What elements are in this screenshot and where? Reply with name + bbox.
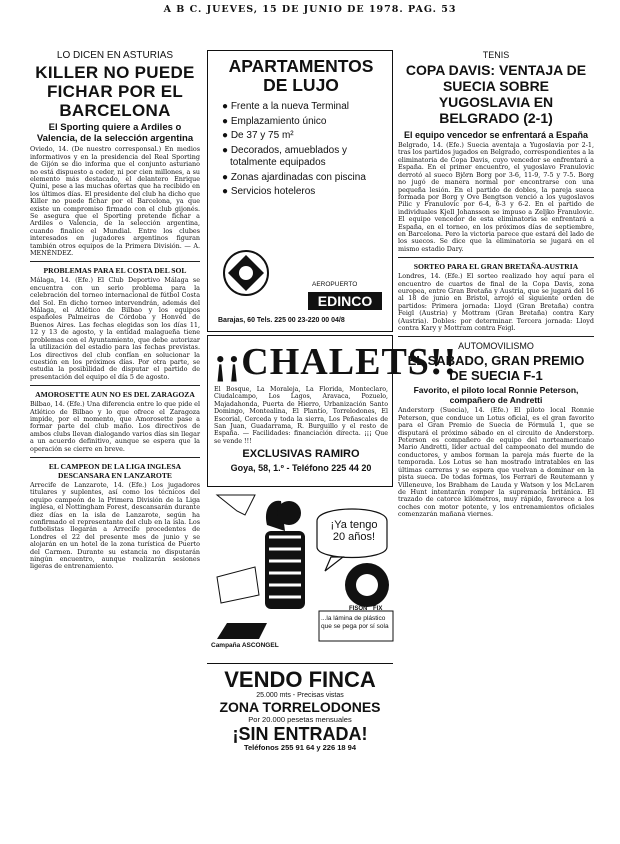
- ad-caption: ...la lámina de plástico que se pega por sí sola: [321, 615, 389, 630]
- ad-line: ¡SIN ENTRADA!: [232, 723, 368, 744]
- bullet-list: [216, 101, 386, 199]
- divider: [398, 257, 594, 258]
- column-ads: [207, 50, 458, 840]
- deck: El Sporting quiere a Ardiles o Valencia, de la selección argentina: [36, 122, 194, 144]
- article-body: Arrecife de Lanzarote, 14. (Efe.) Los jugadores titulares y suplentes, así como los técnicos del equipo campeón de la Primera División de la Liga inglesa, el Nottingham Forest, descansarán durante diez días en la isla de Lanzarote, según ha confirmado el representante del club en la isla. Los futbolistas llegarán a Arrecife procedentes de Londres el 22 del presente mes de junio y se alojarán en un hotel de la zona turística de Puerto del Carmen. Durante su estancia no disputarán ningún encuentro, aunque realizarán sesiones ligeras de entrenamiento.: [30, 480, 200, 571]
- article-body: Oviedo, 14. (De nuestro corresponsal.) En medios informativos y en la presidencia del Real Sporting de Gijón se dio informa que el conjunto asturiano no está dispuesto a ceder, ni por cien millones, a su elemento más destacado, el delantero Enrique Quini, pese a las muchas ofertas que ha recibido en los últimos días. El presidente del club ha dicho que Killer no puede fichar por el Barcelona, ya que existe un compromiso firmado con el club gijonés. Se asegura que el Sporting pretende fichar a Ardiles o Valencia, de la selección argentina, cuando finalice el Mundial. Entre los clubes interesados en jugadores argentinos figuran también otros equipos de la Primera División. — A. MENÉNDEZ.: [30, 145, 200, 258]
- ad-vendo-finca: [207, 663, 393, 752]
- ad-address: Barajas, 60 Tels. 225 00 23-220 00 04/8: [218, 317, 345, 324]
- subheading: AMOROSETTE AUN NO ES DEL ZARAGOZA: [35, 390, 195, 400]
- article-body: Bilbao, 14. (Efe.) Una diferencia entre lo que pide el Atlético de Bilbao y lo que ofrece el Zaragoza impide, por el momento, que Amorosette pase a formar parte del club maño. Los directivos de ambos clubs llevan dialogando varios días sin llegar a un acuerdo definitivo, aunque se espera que la operación se cierre en breve.: [30, 400, 200, 453]
- divider: [30, 261, 200, 262]
- ad-line: Por 20.000 pesetas mensuales: [248, 714, 352, 724]
- divider: [398, 336, 594, 337]
- article-body: Londres, 14. (Efe.) El sorteo realizado hoy aquí para el encuentro de cuartos de final de la Copa Davis, zona europea, entre Gran Bretaña y Austria, que se jugará del 16 al 18 de junio en Bristol, arrojó el siguiente orden de partidos: Primera jornada: Lloyd (Gran Bretaña) contra Feigl (Austria) y Mottram (Gran Bretaña) contra Kary (Austria). Dobles: por determinar. Tercera jornada: Lloyd contra Kary y Mottram contra Feigl.: [398, 272, 594, 333]
- article-body: Anderstorp (Suecia), 14. (Efe.) El piloto local Ronnie Peterson, que conduce un Lotus oficial, es el gran favorito para el Gran Premio de Suecia de Fórmula 1, que se disputará el próximo sábado en el circuito de Anderstorp. Peterson es compañero de equipo del norteamericano Mario Andretti, líder actual del campeonato del mundo de conductores, y ambos forman la pareja más fuerte de la temporada. Los Lotus se han mostrado intratables en las últimas carreras y se espera que vuelvan a dominar en la pista sueca. De todas formas, los Ferrari de Reutemann y Villeneuve, los Brabham de Lauda y Watson y los McLaren de Hunt intentarán romper la supremacía británica. El trazado de catorce kilómetros, muy rápido, favorece a los coches con motor potente, y los entrenamientos oficiales comenzarán mañana viernes.: [398, 406, 594, 519]
- ad-line: ZONA TORRELODONES: [219, 698, 381, 715]
- headline: COPA DAVIS: VENTAJA DE SUECIA SOBRE YUGOSLAVIA EN BELGRADO (2-1): [405, 62, 587, 126]
- ad-phone: Teléfonos 255 91 64 y 226 18 94: [243, 742, 357, 752]
- article-body: Málaga, 14. (Efe.) El Club Deportivo Málaga se encuentra con un serio problema para la celebración del torneo internacional de fútbol Costa del Sol. En dicho torneo intervendrán, además del Málaga, el Atlético de Bilbao y los equipos españoles Palmeiras de Córdoba y Honvéd de Buenos Aires. Las fechas elegidas son los días 11, 12 y 13 de agosto, y la entidad malagueña tiene problemas con el Ayuntamiento, que debe autorizar la utilización del estadio para las fechas previstas. Los directivos del club confían en solucionar la cuestión en los próximos días. Por otra parte, se estudia la posibilidad de disputar el partido de presentación del equipo el día 5 de agosto.: [30, 276, 200, 381]
- apartment-logo-icon: [218, 247, 274, 299]
- ad-bubble: ¡Ya tengo 20 años!: [330, 519, 378, 543]
- logo-caption: AEROPUERTO: [312, 281, 358, 288]
- headline: KILLER NO PUEDE FICHAR POR EL BARCELONA: [35, 63, 195, 121]
- article-body: Belgrado, 14. (Efe.) Suecia aventaja a Yugoslavia por 2-1, tras los partidos jugados en Belgrado, correspondientes a la eliminatoria de Copa Davis, cuyo vencedor se enfrentará a España. En el primer encuentro, el yugoslavo Franulovic derrotó al sueco Björn Borg por 3-6, 11-9, 7-5 y 7-5. Borg no jugó de manera normal por encontrarse con una pequeña lesión. En el partido de dobles, la pareja sueca formada por Borg y Ove Bengtson venció a los yugoslavos Pilic y Franulovic por 6-4, 6-3 y 6-2. En el partido de individuales Kjell Johansson se impuso a Zeljko Franulovic. El equipo vencedor de esta eliminatoria se enfrentará a España, en el torneo, en los próximos días de septiembre, en Barcelona. Pero la victoria parece que estará del lado de los suecos. Se dice que la eliminatoria se jugará en el mismo estadio Dary.: [398, 141, 594, 253]
- ad-credit: Campaña ASCONGEL: [211, 642, 279, 649]
- page-header: A B C. JUEVES, 15 DE JUNIO DE 1978. PAG. 53: [163, 4, 457, 15]
- kicker: LO DICEN EN ASTURIAS: [56, 50, 174, 61]
- column-right: [398, 48, 594, 838]
- column-left: [30, 48, 200, 838]
- divider: [30, 385, 200, 386]
- deck: Favorito, el piloto local Ronnie Peterson, compañero de Andretti: [413, 385, 579, 405]
- ad-title: ¡¡CHALETS!!: [214, 341, 458, 383]
- bullet-item: ● Zonas ajardinadas con piscina: [222, 171, 366, 183]
- kicker: TENIS: [482, 50, 510, 60]
- kicker: AUTOMOVILISMO: [458, 341, 534, 352]
- ad-title: VENDO FINCA: [224, 667, 376, 692]
- ad-illustration-icon: [207, 491, 393, 661]
- divider: [30, 457, 200, 458]
- bullet-item: ● Decorados, amueblados y totalmente equipados: [222, 144, 347, 168]
- ad-name: EXCLUSIVAS RAMIRO: [242, 448, 360, 461]
- subheading: PROBLEMAS PARA EL COSTA DEL SOL: [43, 266, 187, 276]
- headline: EL SABADO, GRAN PREMIO DE SUECIA F-1: [407, 353, 585, 384]
- ad-address: Goya, 58, 1.º - Teléfono 225 44 20: [230, 462, 372, 473]
- bullet-item: ● Emplazamiento único: [222, 115, 327, 127]
- ad-fison: [207, 491, 393, 661]
- bullet-item: ● Servicios hoteleros: [222, 186, 316, 197]
- bullet-item: ● Frente a la nueva Terminal: [222, 101, 350, 112]
- ad-title: APARTAMENTOS DE LUJO: [228, 56, 374, 95]
- ad-body: El Bosque, La Moraleja, La Florida, Monteclaro, Ciudalcampo, Los Lagos, Aravaca, Pozuelo, Majadahonda, Puerta de Hierro, Urbanización Santo Domingo, Montealina, El Plantío, Torrelodones, El Escorial, Cerceda y toda la sierra, Los Peñascales de San Juan, Guadarrama, R. Burguillo y el resto de España. — Facilidades: financiación directa. ¡¡¡ Que se vende !!!: [214, 386, 388, 445]
- deck: El equipo vencedor se enfrentará a España: [403, 130, 589, 140]
- ad-apartamentos: [207, 50, 393, 332]
- brand-logo: EDINCO: [308, 292, 382, 310]
- brand-name: FISON: [349, 606, 368, 612]
- subheading: EL CAMPEON DE LA LIGA INGLESA DESCANSARA EN LANZAROTE: [48, 461, 182, 480]
- brand-name-2: FIX: [373, 606, 383, 612]
- subheading: SORTEO PARA EL GRAN BRETAÑA-AUSTRIA: [413, 262, 579, 272]
- bullet-item: ● De 37 y 75 m²: [222, 130, 294, 141]
- ad-line: 25.000 mts - Precisas vistas: [256, 692, 344, 699]
- ad-chalets: [207, 335, 458, 487]
